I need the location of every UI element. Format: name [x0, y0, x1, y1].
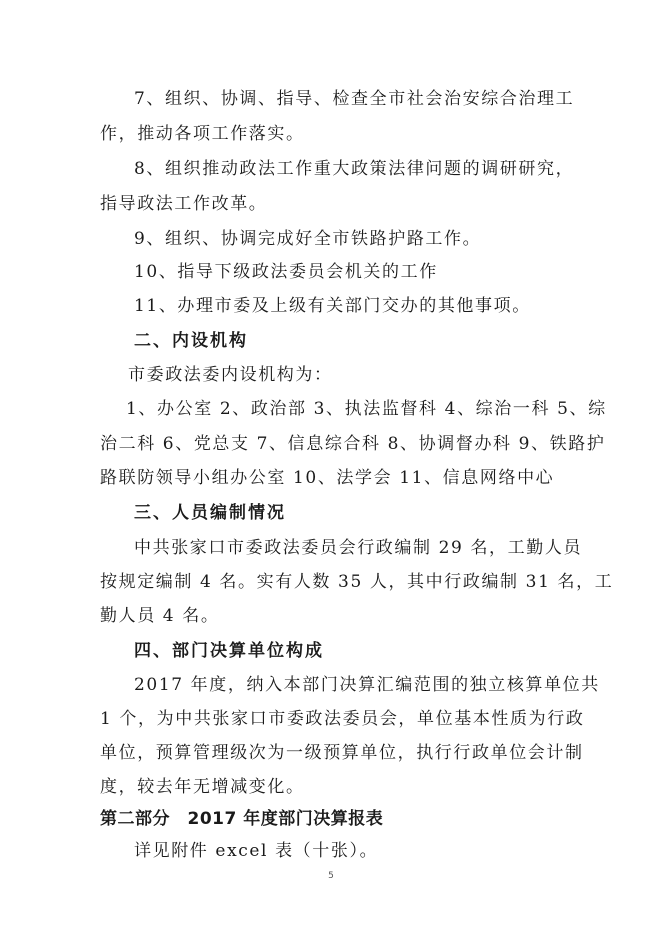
structure-list-line-3: 路联防领导小组办公室 10、法学会 11、信息网络中心	[100, 468, 555, 488]
staffing-line-2: 按规定编制 4 名。实有人数 35 人，其中行政编制 31 名，工	[100, 572, 614, 592]
item-11: 11、办理市委及上级有关部门交办的其他事项。	[134, 296, 531, 316]
part-two-heading: 第二部分 2017 年度部门决算报表	[100, 809, 384, 829]
item-9: 9、组织、协调完成好全市铁路护路工作。	[134, 229, 482, 249]
item-7-line-1: 7、组织、协调、指导、检查全市社会治安综合治理工	[134, 89, 575, 109]
staffing-line-3: 勤人员 4 名。	[100, 606, 220, 626]
item-7-line-2: 作，推动各项工作落实。	[100, 124, 305, 144]
item-8-line-1: 8、组织推动政法工作重大政策法律问题的调研研究，	[134, 159, 575, 179]
structure-list-line-1: 1、办公室 2、政治部 3、执法监督科 4、综治一科 5、综	[126, 399, 607, 419]
section-heading-internal-structure: 二、内设机构	[134, 331, 248, 351]
budget-units-line-3: 单位，预算管理级次为一级预算单位，执行行政单位会计制	[100, 743, 584, 763]
staffing-line-1: 中共张家口市委政法委员会行政编制 29 名，工勤人员	[134, 538, 583, 558]
budget-units-line-4: 度，较去年无增减变化。	[100, 777, 305, 797]
attachment-note: 详见附件 excel 表（十张）。	[134, 841, 379, 861]
section-heading-budget-units: 四、部门决算单位构成	[134, 641, 324, 661]
structure-list-line-2: 治二科 6、党总支 7、信息综合科 8、协调督办科 9、铁路护	[100, 434, 606, 454]
section-heading-staffing: 三、人员编制情况	[134, 503, 286, 523]
budget-units-line-1: 2017 年度，纳入本部门决算汇编范围的独立核算单位共	[134, 675, 600, 695]
budget-units-line-2: 1 个，为中共张家口市委政法委员会，单位基本性质为行政	[100, 709, 585, 729]
item-8-line-2: 指导政法工作改革。	[100, 194, 268, 214]
structure-intro: 市委政法委内设机构为：	[128, 365, 333, 385]
page-number: 5	[328, 871, 334, 881]
item-10: 10、指导下级政法委员会机关的工作	[134, 262, 438, 282]
